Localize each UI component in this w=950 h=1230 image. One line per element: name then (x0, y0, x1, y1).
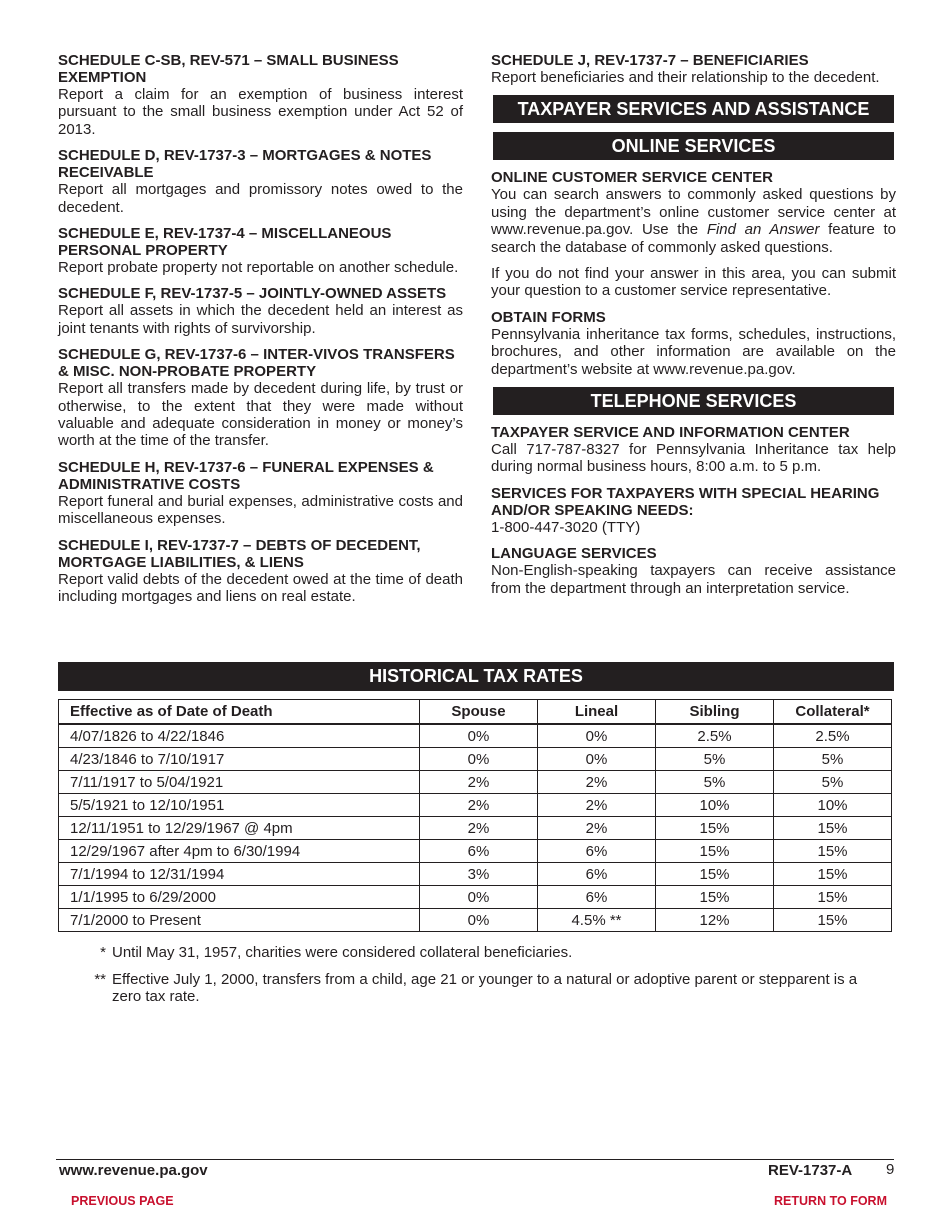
section-heading: SCHEDULE F, REV-1737-5 – JOINTLY-OWNED ASSETS (58, 285, 447, 303)
section-heading: ONLINE CUSTOMER SERVICE CENTER (491, 169, 773, 187)
column-header: Sibling (656, 700, 774, 725)
telephone-services-banner: TELEPHONE SERVICES (493, 387, 894, 415)
table-cell: 12/11/1951 to 12/29/1967 @ 4pm (59, 817, 420, 840)
table-cell: 4/23/1846 to 7/10/1917 (59, 748, 420, 771)
section-body: Report funeral and burial expenses, administrative costs and miscellaneous expenses. (58, 492, 463, 528)
table-cell: 15% (656, 840, 774, 863)
table-cell: 12/29/1967 after 4pm to 6/30/1994 (59, 840, 420, 863)
table-row (59, 748, 892, 771)
section-heading: SERVICES FOR TAXPAYERS WITH SPECIAL HEARING AND/OR SPEAKING NEEDS: (491, 484, 880, 519)
table-cell: 5% (656, 748, 774, 771)
table-cell: 5% (774, 771, 892, 794)
table-row (59, 909, 892, 932)
table-cell: 2.5% (774, 724, 892, 748)
right-column (491, 52, 896, 606)
table-row (59, 724, 892, 748)
footnote-mark: ** (94, 970, 106, 988)
table-row (59, 886, 892, 909)
schedule-g (58, 346, 463, 450)
historical-tax-rates-table (58, 699, 892, 932)
table-cell: 3% (420, 863, 538, 886)
table-cell: 6% (538, 886, 656, 909)
table-cell: 2% (538, 771, 656, 794)
table-cell: 15% (774, 886, 892, 909)
return-to-form-link[interactable]: RETURN TO FORM (774, 1194, 887, 1208)
section-heading: SCHEDULE I, REV-1737-7 – DEBTS OF DECEDENT, MORTGAGE LIABILITIES, & LIENS (58, 536, 421, 571)
section-body: Report beneficiaries and their relationship to the decedent. (491, 69, 880, 86)
table-cell: 0% (420, 909, 538, 932)
table-cell: 1/1/1995 to 6/29/2000 (59, 886, 420, 909)
footnote-text: Until May 31, 1957, charities were considered collateral beneficiaries. (112, 944, 573, 961)
table-cell: 2% (538, 817, 656, 840)
column-header: Spouse (420, 700, 538, 725)
table-cell: 15% (656, 817, 774, 840)
table-cell: 2% (420, 817, 538, 840)
table-cell: 4/07/1826 to 4/22/1846 (59, 724, 420, 748)
section-body: Report probate property not reportable on another schedule. (58, 259, 459, 277)
body-text: You can search answers to commonly asked questions by using the department’s online customer service center at www.revenue.pa.gov. Use the (491, 186, 896, 239)
table-cell: 7/1/2000 to Present (59, 909, 420, 932)
section-heading: SCHEDULE H, REV-1737-6 – FUNERAL EXPENSES & ADMINISTRATIVE COSTS (58, 458, 434, 493)
table-row (59, 794, 892, 817)
table-cell: 0% (420, 886, 538, 909)
table-row (59, 817, 892, 840)
table-body (59, 724, 892, 932)
table-footnotes (80, 944, 890, 1015)
schedule-c-sb (58, 52, 463, 138)
footnote (80, 944, 890, 962)
table-cell: 6% (420, 840, 538, 863)
section-heading: SCHEDULE G, REV-1737-6 – INTER-VIVOS TRANSFERS & MISC. NON-PROBATE PROPERTY (58, 346, 455, 381)
previous-page-link[interactable]: PREVIOUS PAGE (71, 1194, 174, 1208)
table-cell: 5/5/1921 to 12/10/1951 (59, 794, 420, 817)
language-services (491, 545, 896, 597)
schedule-j (491, 52, 896, 86)
footnote-mark: * (100, 944, 106, 961)
section-body: Report a claim for an exemption of business interest pursuant to the small business exemption under Act 52 of 2013. (58, 86, 463, 138)
section-body: If you do not find your answer in this area, you can submit your question to a customer service representative. (491, 265, 896, 300)
footnote-text: Effective July 1, 2000, transfers from a child, age 21 or younger to a natural or adoptive parent or stepparent is a zero tax rate. (112, 970, 858, 1005)
section-body: Report all mortgages and promissory notes owed to the decedent. (58, 181, 463, 216)
section-body: Report valid debts of the decedent owed at the time of death including mortgages and liens on real estate. (58, 570, 463, 606)
column-header: Lineal (538, 700, 656, 725)
left-column (58, 52, 463, 615)
schedule-e (58, 225, 463, 276)
table-row (59, 840, 892, 863)
online-customer-service-center (491, 169, 896, 299)
table-cell: 0% (420, 724, 538, 748)
table-cell: 7/11/1917 to 5/04/1921 (59, 771, 420, 794)
column-header: Effective as of Date of Death (59, 700, 420, 725)
table-cell: 4.5% ** (538, 909, 656, 932)
table-cell: 2% (420, 794, 538, 817)
section-heading: SCHEDULE C-SB, REV-571 – SMALL BUSINESS EXEMPTION (58, 52, 399, 86)
table-cell: 15% (656, 886, 774, 909)
section-body: Report all assets in which the decedent held an interest as joint tenants with rights of survivorship. (58, 302, 463, 337)
footnote (80, 971, 890, 1006)
table-cell: 7/1/1994 to 12/31/1994 (59, 863, 420, 886)
table-cell: 15% (774, 817, 892, 840)
taxpayer-services-banner: TAXPAYER SERVICES AND ASSISTANCE (493, 95, 894, 123)
table-cell: 15% (774, 863, 892, 886)
table-cell: 12% (656, 909, 774, 932)
table-cell: 0% (538, 724, 656, 748)
schedule-h (58, 459, 463, 528)
table-cell: 5% (774, 748, 892, 771)
table-header-row (59, 700, 892, 725)
table-cell: 0% (538, 748, 656, 771)
section-body: Non-English-speaking taxpayers can receive assistance from the department through an interpretation service. (491, 562, 896, 597)
table-cell: 6% (538, 863, 656, 886)
table-cell: 2% (420, 771, 538, 794)
footer-divider (56, 1159, 894, 1160)
table-cell: 15% (774, 909, 892, 932)
section-heading: SCHEDULE E, REV-1737-4 – MISCELLANEOUS PERSONAL PROPERTY (58, 225, 392, 260)
historical-tax-rates-banner: HISTORICAL TAX RATES (58, 662, 894, 691)
footer-form-number: REV-1737-A (768, 1162, 853, 1179)
table-cell: 10% (656, 794, 774, 817)
table-row (59, 771, 892, 794)
section-body: 1-800-447-3020 (TTY) (491, 518, 641, 536)
taxpayer-service-information-center (491, 424, 896, 476)
section-body: Pennsylvania inheritance tax forms, schedules, instructions, brochures, and other information are available on the department’s website at www.revenue.pa.gov. (491, 325, 896, 378)
section-heading: TAXPAYER SERVICE AND INFORMATION CENTER (491, 424, 850, 442)
section-heading: OBTAIN FORMS (491, 308, 606, 326)
schedule-f (58, 285, 463, 337)
table-cell: 0% (420, 748, 538, 771)
table-cell: 2% (538, 794, 656, 817)
section-body: Call 717-787-8327 for Pennsylvania Inheritance tax help during normal business hours, 8:00 a.m. to 5 p.m. (491, 441, 896, 476)
online-services-banner: ONLINE SERVICES (493, 132, 894, 160)
table-cell: 5% (656, 771, 774, 794)
section-body (491, 186, 896, 256)
section-body: Report all transfers made by decedent during life, by trust or otherwise, to the extent that they were made without valuable and adequate consideration in money or money’s worth at the time of the transfer. (58, 380, 463, 450)
table-cell: 2.5% (656, 724, 774, 748)
column-header: Collateral* (774, 700, 892, 725)
body-text: feature to search the database of commonly asked questions. (491, 221, 896, 256)
table-cell: 15% (774, 840, 892, 863)
obtain-forms (491, 309, 896, 378)
section-heading: LANGUAGE SERVICES (491, 545, 657, 563)
table-row (59, 863, 892, 886)
table-cell: 10% (774, 794, 892, 817)
table-cell: 6% (538, 840, 656, 863)
schedule-d (58, 147, 463, 216)
footer-url: www.revenue.pa.gov (59, 1162, 208, 1179)
hearing-speaking-services (491, 485, 896, 536)
find-an-answer-text: Find an Answer (706, 221, 820, 239)
page-number: 9 (886, 1161, 895, 1178)
table-cell: 15% (656, 863, 774, 886)
section-heading: SCHEDULE J, REV-1737-7 – BENEFICIARIES (491, 52, 809, 69)
section-heading: SCHEDULE D, REV-1737-3 – MORTGAGES & NOTES RECEIVABLE (58, 147, 432, 182)
schedule-i (58, 537, 463, 606)
